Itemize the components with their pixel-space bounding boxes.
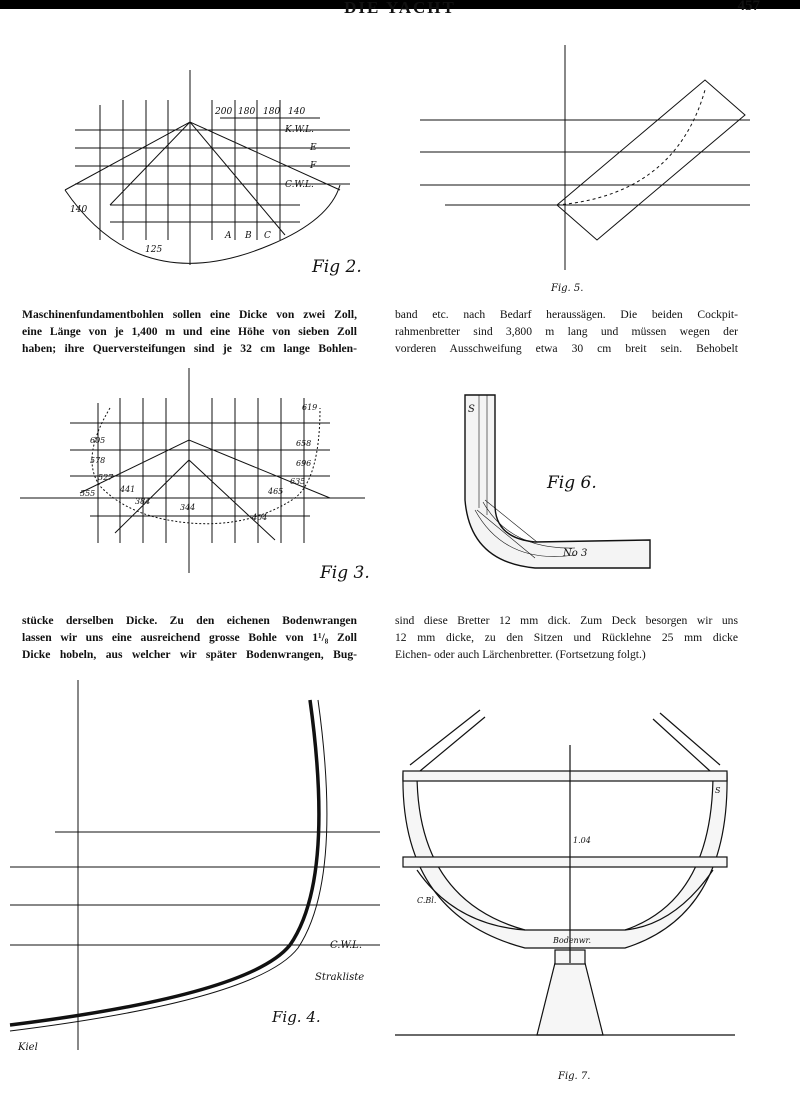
- fig3-right-value: 635: [290, 477, 306, 486]
- fig3-left-value: 605: [90, 436, 106, 445]
- text-line: vorderen Ausschweifung etwa 30 cm breit sein. Behobelt: [395, 342, 738, 355]
- text-line: Maschinenfundamentbohlen sollen eine Dicke von zwei Zoll,: [22, 308, 357, 321]
- fig2-station-c: C: [264, 231, 271, 241]
- paragraph-2-left: [22, 612, 357, 663]
- fig3-left-value: 578: [90, 456, 106, 465]
- fig3-right-value: 619: [302, 403, 318, 412]
- fig2-caption: Fig 2.: [312, 257, 362, 277]
- fig2-side-label-1: 125: [145, 245, 163, 255]
- fig4-label-kiel: Kiel: [18, 1042, 38, 1053]
- text-line: eine Länge von je 1,400 m und eine Höhe von sieben Zoll: [22, 325, 357, 338]
- figure-3: [20, 368, 380, 588]
- fig3-left-value: 344: [180, 503, 196, 512]
- fig2-row-label-3: C.W.L.: [285, 180, 314, 190]
- text-line: stücke derselben Dicke. Zu den eichenen Bodenwrangen: [22, 614, 357, 627]
- fig7-label: S: [715, 786, 721, 795]
- running-head: DIE YACHT: [344, 0, 456, 17]
- paragraph-2-right: [395, 612, 738, 663]
- fig7-label: Bodenwr.: [553, 936, 592, 945]
- text-line: 12 mm dicke, zu den Sitzen und Rücklehne 25 mm dicke: [395, 631, 738, 644]
- text-line: haben; ihre Querversteifungen sind je 32 cm lange Bohlen-: [22, 342, 357, 355]
- fig5-caption: Fig. 5.: [551, 283, 584, 294]
- figure-7: [395, 705, 755, 1090]
- fig4-label-strakliste: Strakliste: [315, 972, 365, 983]
- figure-6: [455, 390, 665, 575]
- fig3-left-value: 384: [135, 497, 151, 506]
- fig7-label: 1.04: [573, 836, 591, 845]
- text-line: Dicke hobeln, aus welcher wir später Bodenwrangen, Bug-: [22, 648, 357, 661]
- fig6-caption: Fig 6.: [547, 473, 597, 493]
- fig3-left-value: 527: [98, 473, 114, 482]
- fig7-caption: Fig. 7.: [558, 1071, 591, 1082]
- fig7-label: C.Bl.: [417, 896, 437, 905]
- fig3-right-value: 465: [268, 487, 284, 496]
- text-line: band etc. nach Bedarf heraussägen. Die beiden Cockpit-: [395, 308, 738, 321]
- fig2-dim-2: 180: [263, 107, 281, 117]
- fig2-row-label-2: F: [310, 161, 317, 171]
- fig2-station-b: B: [245, 231, 252, 241]
- figure-2: [20, 60, 380, 290]
- fig4-caption: Fig. 4.: [272, 1008, 321, 1026]
- fig2-dim-1: 180: [238, 107, 256, 117]
- text-line: rahmenbretter sind 3,800 m lang und müssen wegen der: [395, 325, 738, 338]
- fig3-right-value: 696: [296, 459, 312, 468]
- fig2-side-label-0: 140: [70, 205, 88, 215]
- fig3-left-value: 441: [120, 485, 136, 494]
- fig2-station-a: A: [225, 231, 232, 241]
- fig2-row-label-0: K.W.L.: [285, 125, 314, 135]
- fig3-right-value: 404: [252, 513, 268, 522]
- fig6-label: S: [468, 404, 475, 415]
- paragraph-1-right: [395, 306, 738, 357]
- text-line: lassen wir uns eine ausreichend grosse Bohle von 1¹/₈ Zoll: [22, 631, 357, 644]
- figure-5: [405, 45, 765, 300]
- text-line: Eichen- oder auch Lärchenbretter. (Fortsetzung folgt.): [395, 648, 646, 661]
- paragraph-1-left: [22, 306, 357, 357]
- fig4-label-cwl: C.W.L.: [330, 940, 363, 951]
- fig3-left-value: 555: [80, 489, 96, 498]
- figure-4: [10, 680, 390, 1060]
- fig6-label: No 3: [563, 548, 588, 559]
- fig2-row-label-1: E: [310, 143, 317, 153]
- fig2-dim-0: 200: [215, 107, 233, 117]
- fig3-right-value: 658: [296, 439, 312, 448]
- text-line: sind diese Bretter 12 mm dick. Zum Deck besorgen wir uns: [395, 614, 738, 627]
- fig3-caption: Fig 3.: [320, 563, 370, 583]
- page-number: 457: [737, 0, 760, 14]
- fig2-dim-3: 140: [288, 107, 306, 117]
